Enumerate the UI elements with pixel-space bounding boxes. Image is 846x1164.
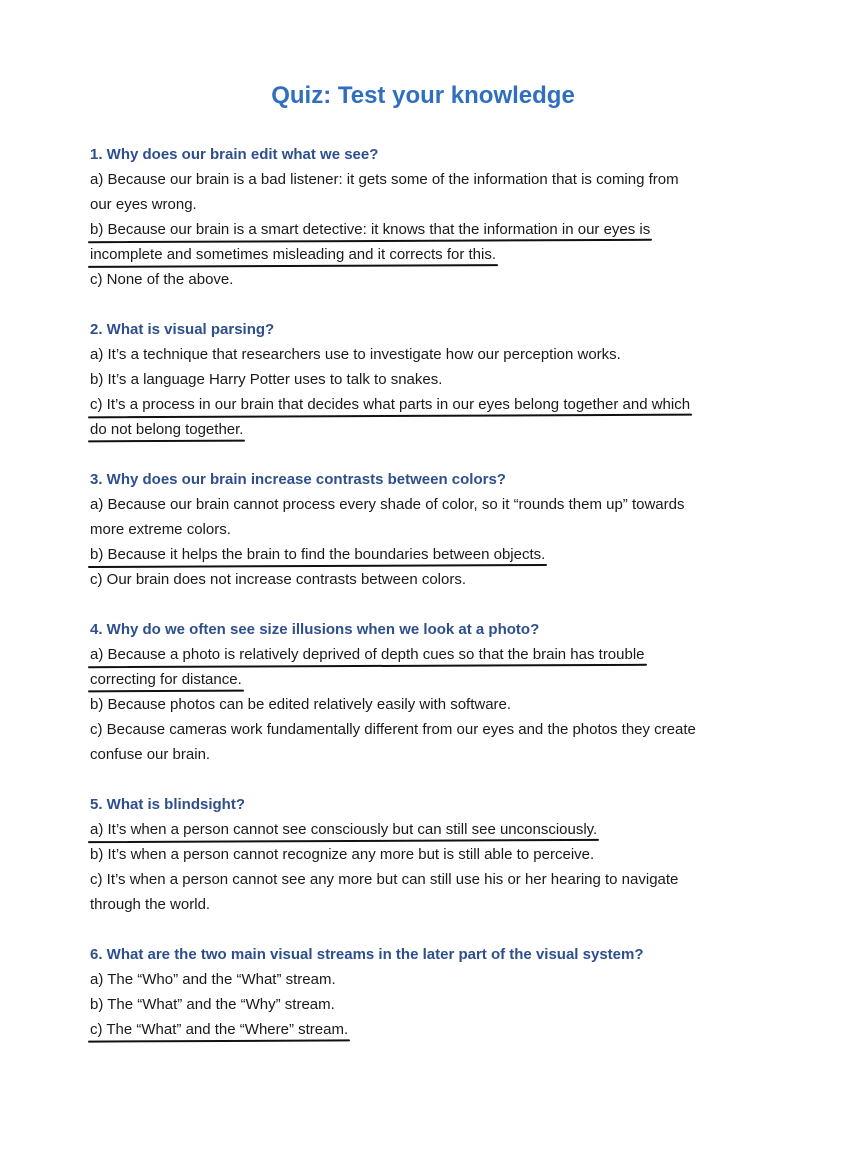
option-text: c) Because cameras work fundamentally different from our eyes and the photos they create: [90, 721, 696, 738]
option-text: c) None of the above.: [90, 271, 234, 288]
underlined-answer-text: b) Because it helps the brain to find the boundaries between objects.: [90, 546, 546, 563]
option-line: [90, 667, 770, 692]
underlined-answer-text: c) The “What” and the “Where” stream.: [90, 1021, 349, 1038]
question-heading: 2. What is visual parsing?: [90, 321, 275, 338]
option-line: [90, 517, 770, 542]
option-text: more extreme colors.: [90, 521, 231, 538]
option-line: [90, 417, 770, 442]
answer-option: [90, 567, 770, 592]
option-text: a) Because our brain cannot process every shade of color, so it “rounds them up” towards: [90, 496, 685, 513]
option-text: confuse our brain.: [90, 746, 211, 763]
option-text: c) Our brain does not increase contrasts between colors.: [90, 571, 467, 588]
underlined-answer-text: b) Because our brain is a smart detective: it knows that the information in our eyes is: [90, 221, 651, 238]
option-line: [90, 192, 770, 217]
option-line: [90, 492, 770, 517]
underlined-answer-text: c) It’s a process in our brain that decides what parts in our eyes belong together and which: [90, 396, 691, 413]
option-text: c) It’s when a person cannot see any more but can still use his or her hearing to navigate: [90, 871, 679, 888]
question-heading: 5. What is blindsight?: [90, 796, 245, 813]
answer-option: [90, 692, 770, 717]
answer-option: [90, 267, 770, 292]
underlined-answer-text: do not belong together.: [90, 421, 244, 438]
marked-answer-option: [90, 642, 770, 692]
option-line: [90, 867, 770, 892]
option-line: [90, 967, 770, 992]
option-line: [90, 217, 770, 242]
quiz-list: [90, 142, 770, 1067]
option-line: [90, 367, 770, 392]
question-heading: 6. What are the two main visual streams in the later part of the visual system?: [90, 946, 644, 963]
underlined-answer-text: incomplete and sometimes misleading and it corrects for this.: [90, 246, 497, 263]
option-line: [90, 717, 770, 742]
answer-option: [90, 492, 770, 542]
answer-option: [90, 967, 770, 992]
answer-option: [90, 367, 770, 392]
question-heading: 1. Why does our brain edit what we see?: [90, 146, 379, 163]
answer-option: [90, 717, 770, 767]
option-line: [90, 542, 770, 567]
option-text: b) The “What” and the “Why” stream.: [90, 996, 335, 1013]
marked-answer-option: [90, 217, 770, 267]
answer-option: [90, 842, 770, 867]
underlined-answer-text: a) It’s when a person cannot see consciously but can still see unconsciously.: [90, 821, 598, 838]
answer-option: [90, 992, 770, 1017]
question-heading: 4. Why do we often see size illusions when we look at a photo?: [90, 621, 540, 638]
option-line: [90, 1017, 770, 1042]
option-text: a) It’s a technique that researchers use to investigate how our perception works.: [90, 346, 621, 363]
underlined-answer-text: a) Because a photo is relatively deprived of depth cues so that the brain has trouble: [90, 646, 645, 663]
option-line: [90, 842, 770, 867]
question-5: [90, 792, 770, 917]
marked-answer-option: [90, 817, 770, 842]
option-line: [90, 242, 770, 267]
underlined-answer-text: correcting for distance.: [90, 671, 242, 688]
option-text: b) It’s a language Harry Potter uses to talk to snakes.: [90, 371, 443, 388]
option-line: [90, 892, 770, 917]
option-line: [90, 692, 770, 717]
option-text: b) It’s when a person cannot recognize any more but is still able to perceive.: [90, 846, 595, 863]
marked-answer-option: [90, 392, 770, 442]
question-1: [90, 142, 770, 292]
question-4: [90, 617, 770, 767]
option-line: [90, 392, 770, 417]
option-line: [90, 817, 770, 842]
answer-option: [90, 342, 770, 367]
option-line: [90, 742, 770, 767]
question-heading: 3. Why does our brain increase contrasts between colors?: [90, 471, 506, 488]
option-line: [90, 342, 770, 367]
option-line: [90, 167, 770, 192]
page-title: Quiz: Test your knowledge: [271, 82, 575, 109]
marked-answer-option: [90, 542, 770, 567]
option-text: a) The “Who” and the “What” stream.: [90, 971, 336, 988]
question-3: [90, 467, 770, 592]
question-2: [90, 317, 770, 442]
option-text: a) Because our brain is a bad listener: it gets some of the information that is coming from: [90, 171, 679, 188]
option-line: [90, 567, 770, 592]
marked-answer-option: [90, 1017, 770, 1042]
option-text: through the world.: [90, 896, 211, 913]
option-line: [90, 267, 770, 292]
option-line: [90, 642, 770, 667]
question-6: [90, 942, 770, 1042]
answer-option: [90, 167, 770, 217]
option-text: b) Because photos can be edited relatively easily with software.: [90, 696, 512, 713]
option-line: [90, 992, 770, 1017]
answer-option: [90, 867, 770, 917]
option-text: our eyes wrong.: [90, 196, 197, 213]
